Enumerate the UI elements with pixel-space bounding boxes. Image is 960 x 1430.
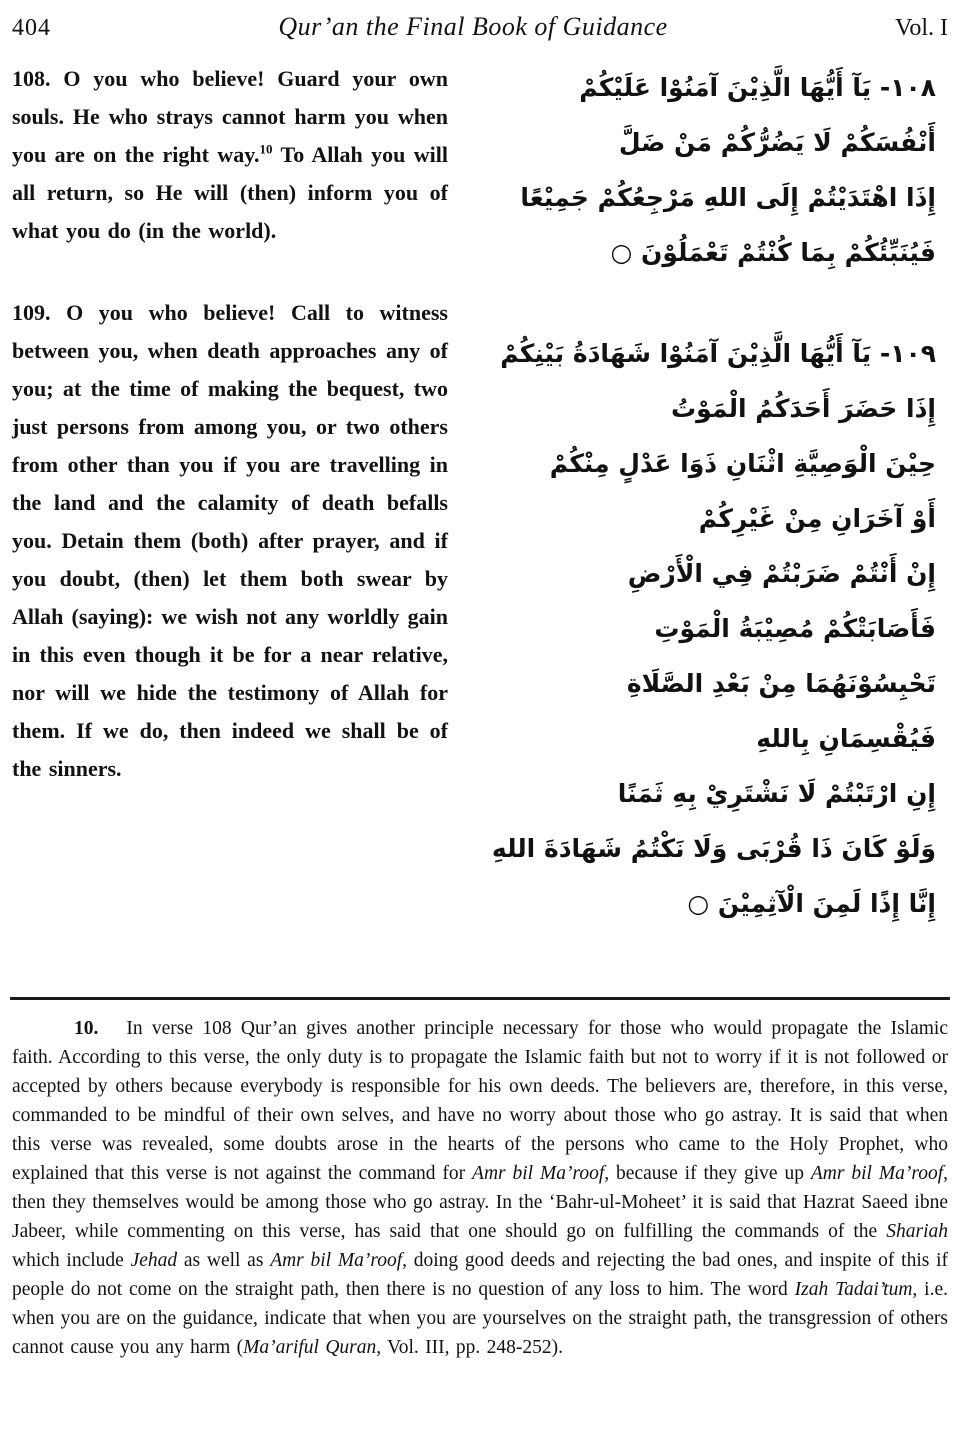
footnote-italic-term: Amr bil Ma’roof, bbox=[472, 1163, 610, 1184]
footnote-text-segment: i.e. when you are on the guidance, indicate that when you are yourselves on the straight path, the transgression of others cannot cause you any harm ( bbox=[12, 1279, 948, 1358]
arabic-column bbox=[448, 60, 950, 977]
verse-108-text-after-ref: To Allah you will all return, so He will (then) inform you of what you do (in the world). bbox=[12, 142, 448, 243]
arabic-line: إِنَّا إِذًا لَمِنَ الْآثِمِيْنَ ○ bbox=[687, 889, 936, 918]
footnote-italic-term: Ma’ariful Quran, bbox=[243, 1337, 382, 1358]
footnote-text-segment: as well as bbox=[177, 1250, 271, 1271]
footnote-number: 10. bbox=[74, 1018, 99, 1039]
footnote-italic-term: Izah Tadai’tum, bbox=[794, 1279, 918, 1300]
arabic-line: تَحْبِسُوْنَهُمَا مِنْ بَعْدِ الصَّلَاةِ bbox=[626, 669, 936, 698]
arabic-line: إِذَا حَضَرَ أَحَدَكُمُ الْمَوْتُ bbox=[671, 394, 936, 423]
verse-108-arabic bbox=[452, 60, 936, 280]
verse-108-english bbox=[12, 60, 448, 250]
footnote-italic-term: Shariah bbox=[886, 1221, 948, 1242]
arabic-line: أَنْفُسَكُمْ لَا يَضُرُّكُمْ مَنْ ضَلَّ bbox=[618, 128, 936, 157]
arabic-line: حِيْنَ الْوَصِيَّةِ اثْنَانِ ذَوَا عَدْلٍ مِنْكُمْ bbox=[549, 449, 936, 478]
footnote-italic-term: Jehad bbox=[130, 1250, 178, 1271]
arabic-line: فَيُقْسِمَانِ بِاللهِ bbox=[756, 724, 936, 753]
arabic-line: ١٠٩- يَآ أَيُّهَا الَّذِيْنَ آمَنُوْا شَهَادَةُ بَيْنِكُمْ bbox=[500, 339, 936, 368]
english-column bbox=[10, 60, 448, 788]
arabic-line: أَوْ آخَرَانِ مِنْ غَيْرِكُمْ bbox=[698, 504, 936, 533]
footnote-text-segment: which include bbox=[12, 1250, 131, 1271]
arabic-line: وَلَوْ كَانَ ذَا قُرْبَى وَلَا نَكْتُمُ شَهَادَةَ اللهِ bbox=[491, 834, 936, 863]
book-title: Qur’an the Final Book of Guidance bbox=[278, 12, 668, 41]
arabic-line: ١٠٨- يَآ أَيُّهَا الَّذِيْنَ آمَنُوْا عَلَيْكُمْ bbox=[579, 73, 936, 102]
arabic-line: إِنْ أَنْتُمْ ضَرَبْتُمْ فِي الْأَرْضِ bbox=[627, 559, 936, 588]
footnote-text-segment: In verse 108 Qur’an gives another principle necessary for those who would propagate the Islamic faith. According to this verse, the only duty is to propagate the Islamic faith but not to worry if it is not followed or accepted by others because everybody is responsible for his own deeds. The believers are, therefore, in this verse, commanded to be mindful of their own selves, and have no worry about those who go astray. It is said that when this verse was revealed, some doubts arose in the hearts of the persons who came to the Holy Prophet, who explained that this verse is not against the command for bbox=[12, 1018, 948, 1184]
footnote-text-segment: then they themselves would be among those who go astray. In the ‘Bahr-ul-Moheet’ it is said that Hazrat Saeed ibne Jabeer, while commenting on this verse, has said that one should go on fulfilling the commands of the bbox=[12, 1192, 948, 1242]
arabic-line: فَأَصَابَتْكُمْ مُصِيْبَةُ الْمَوْتِ bbox=[654, 614, 936, 643]
footnote-italic-term: Amr bil Ma’roof, bbox=[810, 1163, 948, 1184]
footnote-10 bbox=[12, 1014, 948, 1362]
footnote-text-segment: because if they give up bbox=[609, 1163, 811, 1184]
volume-label: Vol. I bbox=[895, 15, 948, 41]
footnote-italic-term: Amr bil Ma’roof, bbox=[270, 1250, 407, 1271]
verse-109-arabic bbox=[452, 326, 936, 931]
verse-109-english: 109. O you who believe! Call to witness between you, when death approaches any of you; at the time of making the bequest, two just persons from among you, or two others from other than you if you are travelling in the land and the calamity of death befalls you. Detain them (both) after prayer, and if you doubt, (then) let them both swear by Allah (saying): we wish not any worldly gain in this even though it be for a near relative, nor will we hide the testimony of Allah for them. If we do, then indeed we shall be of the sinners. bbox=[12, 300, 448, 781]
footnote-text-segment: doing good deeds and rejecting the bad ones, and inspite of this if people do not come on the straight path, then there is no question of any loss to him. The word bbox=[12, 1250, 948, 1300]
verse-108-text-before-ref: 108. O you who believe! Guard your own souls. He who strays cannot harm you when you are on the right way. bbox=[12, 66, 448, 167]
footnote-reference-superscript: 10 bbox=[259, 141, 273, 157]
footnote-text-segment: Vol. III, pp. 248-252). bbox=[381, 1337, 563, 1358]
arabic-line: إِنِ ارْتَبْتُمْ لَا نَشْتَرِيْ بِهِ ثَمَنًا bbox=[617, 779, 936, 808]
arabic-line: إِذَا اهْتَدَيْتُمْ إِلَى اللهِ مَرْجِعُكُمْ جَمِيْعًا bbox=[520, 183, 936, 212]
verse-content bbox=[10, 60, 950, 977]
page-number: 404 bbox=[12, 15, 51, 41]
footnote-section bbox=[10, 1014, 950, 1362]
footnote-divider bbox=[10, 997, 950, 1000]
arabic-line: فَيُنَبِّئُكُمْ بِمَا كُنْتُمْ تَعْمَلُوْنَ ○ bbox=[610, 238, 936, 267]
page-header bbox=[10, 6, 950, 44]
